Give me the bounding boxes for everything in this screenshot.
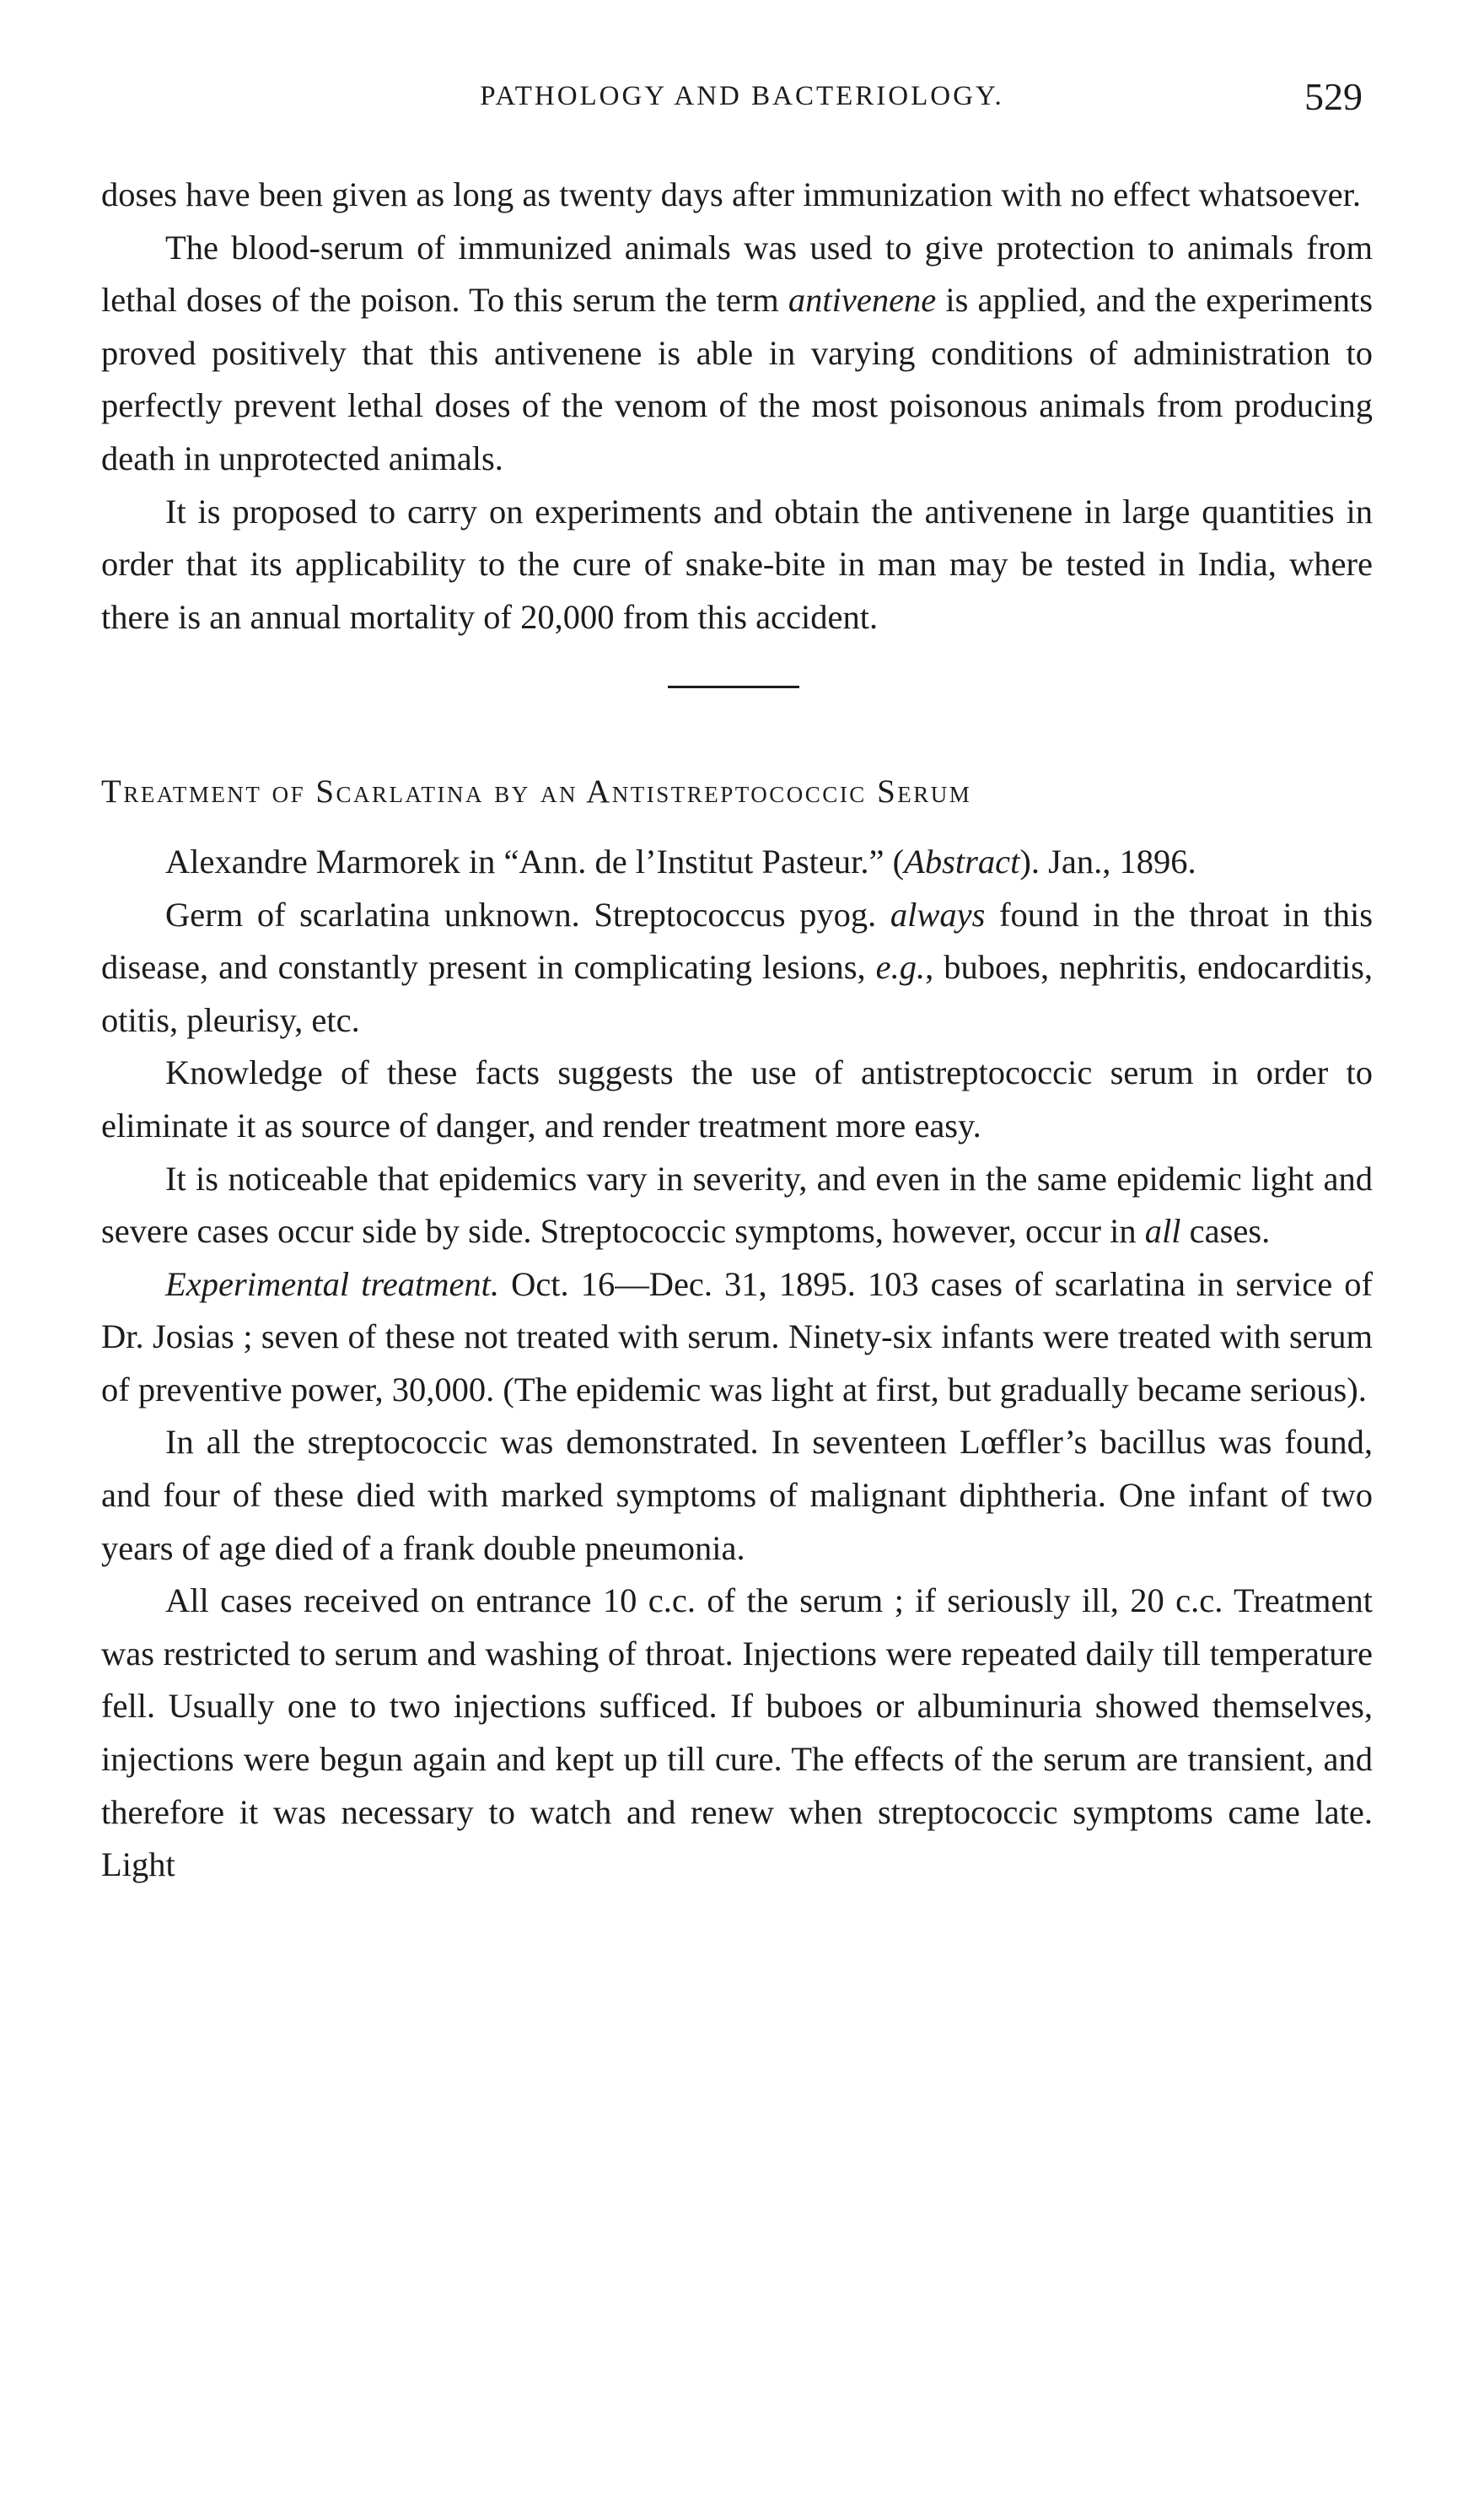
paragraph-text: ). Jan., 1896.	[1019, 842, 1196, 881]
paragraph-text: All cases received on entrance 10 c.c. of the serum ; if seriously ill, 20 c.c. Treatment was restricted to serum and washing of throat. Injections were repeated daily till temperature fell. Usually one to two injections sufficed. If buboes or albuminuria showed themselves, injections were begun again and kept up till cure. The effects of the serum are transient, and therefore it was necessary to watch and renew when streptococcic symptoms came late. Light	[101, 1581, 1373, 1884]
paragraph-text: found in the throat in this disease, and constantly present in complicating lesions,	[101, 895, 1373, 987]
italic-term: e.g.	[875, 948, 926, 987]
paragraph-text: , buboes, nephritis, endocarditis, otitis, pleurisy, etc.	[101, 948, 1373, 1039]
paragraph-text: It is proposed to carry on experiments and obtain the antivenene in large quantities in order that its applicability to the cure of snake-bite in man may be tested in India, where there is an annual mortality of 20,000 from this accident.	[101, 492, 1373, 636]
paragraph-experimental	[101, 1258, 1373, 1417]
paragraph-text: is applied, and the experiments proved positively that this antivenene is able in varying conditions of administration to perfectly prevent lethal doses of the venom of the most poisonous animals from producing death in unprotected animals.	[101, 281, 1373, 477]
paragraph-dosage	[101, 1575, 1373, 1892]
paragraph-text: The blood-serum of immunized animals was used to give protection to animals from lethal doses of the poison. To this serum the term	[101, 228, 1373, 320]
paragraph-text: doses have been given as long as twenty days after immunization with no effect whatsoever.	[101, 175, 1361, 213]
paragraph-text: Knowledge of these facts suggests the use of antistreptococcic serum in order to eliminate it as source of danger, and render treatment more easy.	[101, 1053, 1373, 1145]
italic-term: all	[1144, 1212, 1181, 1251]
paragraph-continuation	[101, 169, 1373, 222]
body-text	[101, 169, 1373, 1892]
paragraph-text: cases.	[1180, 1212, 1271, 1251]
paragraph-text: In all the streptococcic was demonstrated. In seventeen Lœffler’s bacillus was found, and four of these died with marked symptoms of malignant diphtheria. One infant of two years of age died of a frank double pneumonia.	[101, 1423, 1373, 1567]
section-heading: Treatment of Scarlatina by an Antistreptococcic Serum	[101, 773, 972, 811]
paragraph-knowledge	[101, 1047, 1373, 1152]
paragraph-text: It is noticeable that epidemics vary in severity, and even in the same epidemic light and severe cases occur side by side. Streptococcic symptoms, however, occur in	[101, 1159, 1373, 1251]
paragraph-proposal	[101, 486, 1373, 644]
italic-term: Experimental treatment.	[165, 1264, 500, 1303]
paragraph-epidemics	[101, 1153, 1373, 1258]
paragraph-germ	[101, 889, 1373, 1048]
paragraph-results	[101, 1416, 1373, 1575]
paragraph-text: Oct. 16—Dec. 31, 1895. 103 cases of scarlatina in service of Dr. Josias ; seven of these not treated with serum. Ninety-six infants were treated with serum of preventive power, 30,000. (The epidemic was light at first, but gradually became serious).	[101, 1264, 1373, 1409]
running-header	[101, 73, 1383, 123]
paragraph-text: Alexandre Marmorek in “Ann. de l’Institut Pasteur.” (	[165, 842, 905, 881]
divider-rule	[668, 686, 799, 688]
section-divider	[101, 644, 1373, 766]
italic-term: always	[890, 895, 986, 934]
paragraph-antivenene	[101, 222, 1373, 486]
paragraph-citation	[101, 836, 1373, 889]
italic-term: Abstract	[904, 842, 1020, 881]
italic-term: antivenene	[788, 281, 937, 320]
running-title: PATHOLOGY AND BACTERIOLOGY.	[480, 81, 1004, 111]
page-number: 529	[1304, 75, 1363, 118]
paragraph-text: Germ of scarlatina unknown. Streptococcus pyog.	[165, 895, 890, 934]
